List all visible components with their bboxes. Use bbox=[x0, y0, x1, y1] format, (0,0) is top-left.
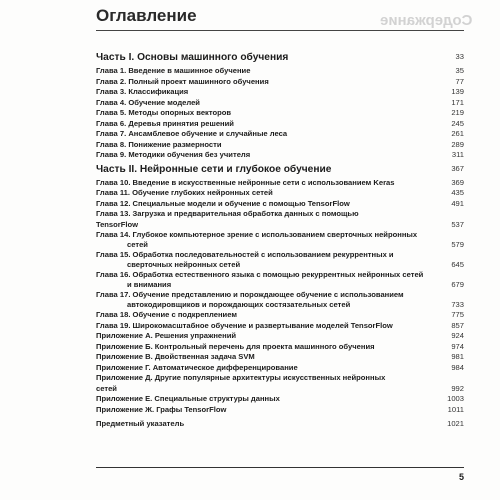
toc-entry-page: 1003 bbox=[447, 394, 464, 403]
toc-entry-label: Глава 13. Загрузка и предварительная обработка данных с помощью TensorFlow bbox=[96, 209, 359, 229]
toc-entry-label: Глава 5. Методы опорных векторов bbox=[96, 108, 232, 117]
toc-entry-label: Глава 2. Полный проект машинного обучения bbox=[96, 76, 269, 86]
footer-rule bbox=[96, 467, 464, 468]
toc-entry bbox=[96, 331, 464, 342]
toc-entry-label: Приложение Б. Контрольный перечень для проекта машинного обучения bbox=[96, 341, 375, 351]
toc-part-entry bbox=[96, 163, 464, 176]
toc-entry bbox=[96, 66, 464, 77]
toc-entry-page: 219 bbox=[451, 108, 464, 117]
toc-entry-page: 579 bbox=[451, 240, 464, 249]
toc-entry bbox=[96, 150, 464, 161]
toc-entry bbox=[96, 178, 464, 189]
toc-entry-page: 974 bbox=[451, 341, 464, 351]
toc-entry-label: Глава 9. Методики обучения без учителя bbox=[96, 150, 251, 159]
toc-entry bbox=[96, 310, 464, 321]
toc-entry-label: Глава 3. Классификация bbox=[96, 87, 189, 96]
toc-entry-page: 311 bbox=[451, 150, 464, 159]
toc-entry-label: Глава 14. Глубокое компьютерное зрение с использованием сверточных нейронных сетей bbox=[96, 230, 418, 249]
toc-entry-label: Предметный указатель bbox=[96, 419, 185, 428]
toc-entry-page: 992 bbox=[451, 383, 464, 393]
toc-entry bbox=[96, 129, 464, 140]
toc-entry-page: 171 bbox=[451, 97, 464, 107]
toc-entry-label: Глава 4. Обучение моделей bbox=[96, 97, 200, 107]
toc-entry-page: 537 bbox=[451, 219, 464, 229]
toc-entry bbox=[96, 199, 464, 210]
toc-entry-page: 679 bbox=[451, 280, 464, 289]
toc-entry-page: 924 bbox=[451, 331, 464, 340]
toc-entry-label: Часть II. Нейронные сети и глубокое обучение bbox=[96, 163, 332, 175]
toc-entry-page: 35 bbox=[455, 66, 464, 75]
toc-entry-label: Глава 15. Обработка последовательностей с использованием рекуррентных и сверточных нейронных сетей bbox=[96, 250, 394, 269]
toc-entry-page: 367 bbox=[451, 163, 464, 173]
toc-entry-page: 775 bbox=[451, 310, 464, 319]
toc-entry-label: Глава 7. Ансамблевое обучение и случайные леса bbox=[96, 129, 288, 138]
toc-part-entry bbox=[96, 51, 464, 64]
toc-entry-page: 245 bbox=[451, 118, 464, 128]
toc-entry bbox=[96, 250, 464, 270]
bleed-through-title: Содержание bbox=[379, 12, 472, 29]
toc-entry-page: 435 bbox=[451, 188, 464, 197]
toc-entry-label: Глава 11. Обучение глубоких нейронных сетей bbox=[96, 188, 273, 197]
toc-entry bbox=[96, 270, 464, 290]
toc-entry-page: 1021 bbox=[447, 419, 464, 428]
toc-entry-label: Глава 6. Деревья принятия решений bbox=[96, 118, 234, 128]
toc-entry-label: Глава 19. Широкомасштабное обучение и развертывание моделей TensorFlow bbox=[96, 320, 393, 330]
toc-entry bbox=[96, 108, 464, 119]
toc-entry bbox=[96, 352, 464, 363]
toc-entry-label: Приложение В. Двойственная задача SVM bbox=[96, 352, 255, 361]
toc-entry bbox=[96, 230, 464, 250]
toc-entry-page: 369 bbox=[451, 177, 464, 187]
toc-entry bbox=[96, 119, 464, 130]
toc-entry-page: 857 bbox=[451, 320, 464, 330]
toc-entry-page: 491 bbox=[451, 198, 464, 208]
header-rule bbox=[96, 30, 464, 31]
toc-entry-label: Приложение Е. Специальные структуры данных bbox=[96, 394, 280, 403]
toc-entry-label: Глава 12. Специальные модели и обучение с помощью TensorFlow bbox=[96, 198, 350, 208]
toc-entry bbox=[96, 77, 464, 88]
toc-entry-page: 645 bbox=[451, 260, 464, 269]
toc-entry bbox=[96, 419, 464, 430]
toc-entry-page: 33 bbox=[455, 52, 464, 61]
toc-entry bbox=[96, 188, 464, 199]
toc-entry bbox=[96, 209, 464, 230]
toc-entry-label: Часть I. Основы машинного обучения bbox=[96, 52, 289, 63]
toc-entry-label: Глава 1. Введение в машинное обучение bbox=[96, 66, 251, 75]
toc-entry bbox=[96, 140, 464, 151]
page-number: 5 bbox=[458, 472, 464, 482]
toc-entry bbox=[96, 342, 464, 353]
table-of-contents bbox=[96, 49, 464, 430]
toc-entry-label: Приложение Г. Автоматическое дифференцирование bbox=[96, 362, 298, 372]
toc-entry-page: 981 bbox=[451, 352, 464, 361]
toc-entry-label: Приложение Ж. Графы TensorFlow bbox=[96, 404, 227, 414]
toc-entry-label: Приложение Д. Другие популярные архитектуры искусственных нейронных сетей bbox=[96, 373, 386, 393]
toc-entry bbox=[96, 290, 464, 310]
toc-entry-label: Глава 17. Обучение представлению и порождающее обучение с использованием автокодировщиков и порождающих состязательных сетей bbox=[96, 290, 404, 309]
toc-entry bbox=[96, 363, 464, 374]
toc-entry bbox=[96, 98, 464, 109]
toc-entry-label: Глава 8. Понижение размерности bbox=[96, 139, 222, 149]
toc-entry-label: Глава 18. Обучение с подкреплением bbox=[96, 310, 237, 319]
toc-entry-page: 77 bbox=[455, 76, 464, 86]
toc-entry-page: 289 bbox=[451, 139, 464, 149]
toc-entry bbox=[96, 405, 464, 416]
toc-entry bbox=[96, 373, 464, 394]
toc-entry-label: Приложение А. Решения упражнений bbox=[96, 331, 237, 340]
toc-entry-page: 1011 bbox=[447, 404, 464, 414]
toc-entry-page: 261 bbox=[451, 129, 464, 138]
toc-entry-page: 139 bbox=[451, 87, 464, 96]
toc-entry-page: 984 bbox=[451, 362, 464, 372]
toc-entry bbox=[96, 87, 464, 98]
toc-entry bbox=[96, 321, 464, 332]
toc-entry-label: Глава 10. Введение в искусственные нейронные сети с использованием Keras bbox=[96, 177, 395, 187]
page-header bbox=[96, 6, 464, 26]
page-title: Оглавление bbox=[96, 6, 197, 25]
toc-entry-label: Глава 16. Обработка естественного языка с помощью рекуррентных нейронных сетей и внимания bbox=[96, 270, 424, 289]
toc-entry bbox=[96, 394, 464, 405]
toc-entry-page: 733 bbox=[451, 300, 464, 309]
